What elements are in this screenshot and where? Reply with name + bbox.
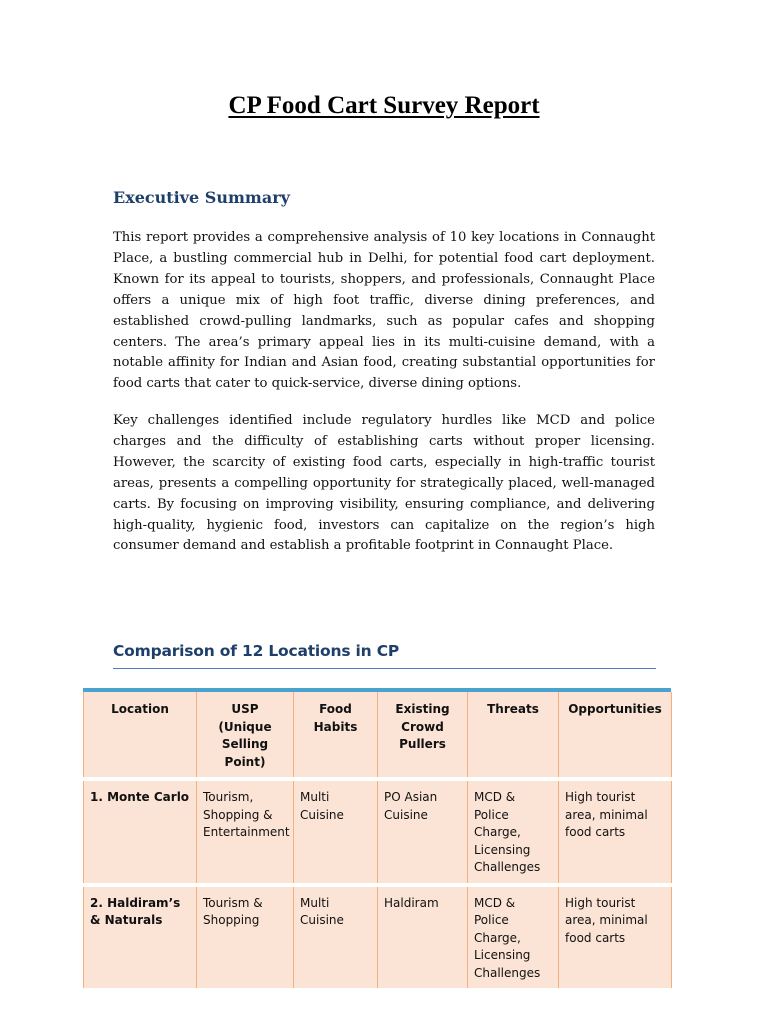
cell-location: 2. Haldiram’s & Naturals [84,885,197,989]
cell-usp: Tourism, Shopping & Entertainment [197,779,294,885]
column-header-location: Location [84,692,197,779]
executive-summary-heading: Executive Summary [113,188,290,207]
summary-paragraph-2: Key challenges identified include regulatory hurdles like MCD and police charges and the difficulty of establishing carts without proper licensing. However, the scarcity of existing food carts, especially in high-traffic tourist areas, presents a compelling opportunity for strategically placed, well-managed carts. By focusing on improving visibility, ensuring compliance, and delivering high-quality, hygienic food, investors can capitalize on the region’s high consumer demand and establish a profitable footprint in Connaught Place. [113,413,655,554]
table-row [84,779,672,885]
cell-crowd-pullers: PO Asian Cuisine [378,779,468,885]
table-header-row [84,692,672,779]
column-header-threats: Threats [468,692,559,779]
cell-food-habits: Multi Cuisine [294,885,378,989]
comparison-heading: Comparison of 12 Locations in CP [113,642,400,660]
column-header-usp: USP (Unique Selling Point) [197,692,294,779]
cell-opportunities: High tourist area, minimal food carts [559,885,672,989]
column-header-crowd-pullers: Existing Crowd Pullers [378,692,468,779]
cell-food-habits: Multi Cuisine [294,779,378,885]
cell-usp: Tourism & Shopping [197,885,294,989]
comparison-table-wrapper [83,688,671,980]
column-header-food-habits: Food Habits [294,692,378,779]
comparison-heading-rule [113,668,656,669]
cell-threats: MCD & Police Charge, Licensing Challenges [468,779,559,885]
comparison-table [83,692,672,988]
cell-location: 1. Monte Carlo [84,779,197,885]
summary-paragraph-1: This report provides a comprehensive analysis of 10 key locations in Connaught Place, a bustling commercial hub in Delhi, for potential food cart deployment. Known for its appeal to tourists, shoppers, and professionals, Connaught Place offers a unique mix of high foot traffic, diverse dining preferences, and established crowd-pulling landmarks, such as popular cafes and shopping centers. The area’s primary appeal lies in its multi-cuisine demand, with a notable affinity for Indian and Asian food, creating substantial opportunities for food carts that cater to quick-service, diverse dining options. [113,230,655,392]
column-header-opportunities: Opportunities [559,692,672,779]
document-title: CP Food Cart Survey Report [228,92,540,119]
cell-opportunities: High tourist area, minimal food carts [559,779,672,885]
cell-threats: MCD & Police Charge, Licensing Challenges [468,885,559,989]
table-row [84,885,672,989]
cell-crowd-pullers: Haldiram [378,885,468,989]
